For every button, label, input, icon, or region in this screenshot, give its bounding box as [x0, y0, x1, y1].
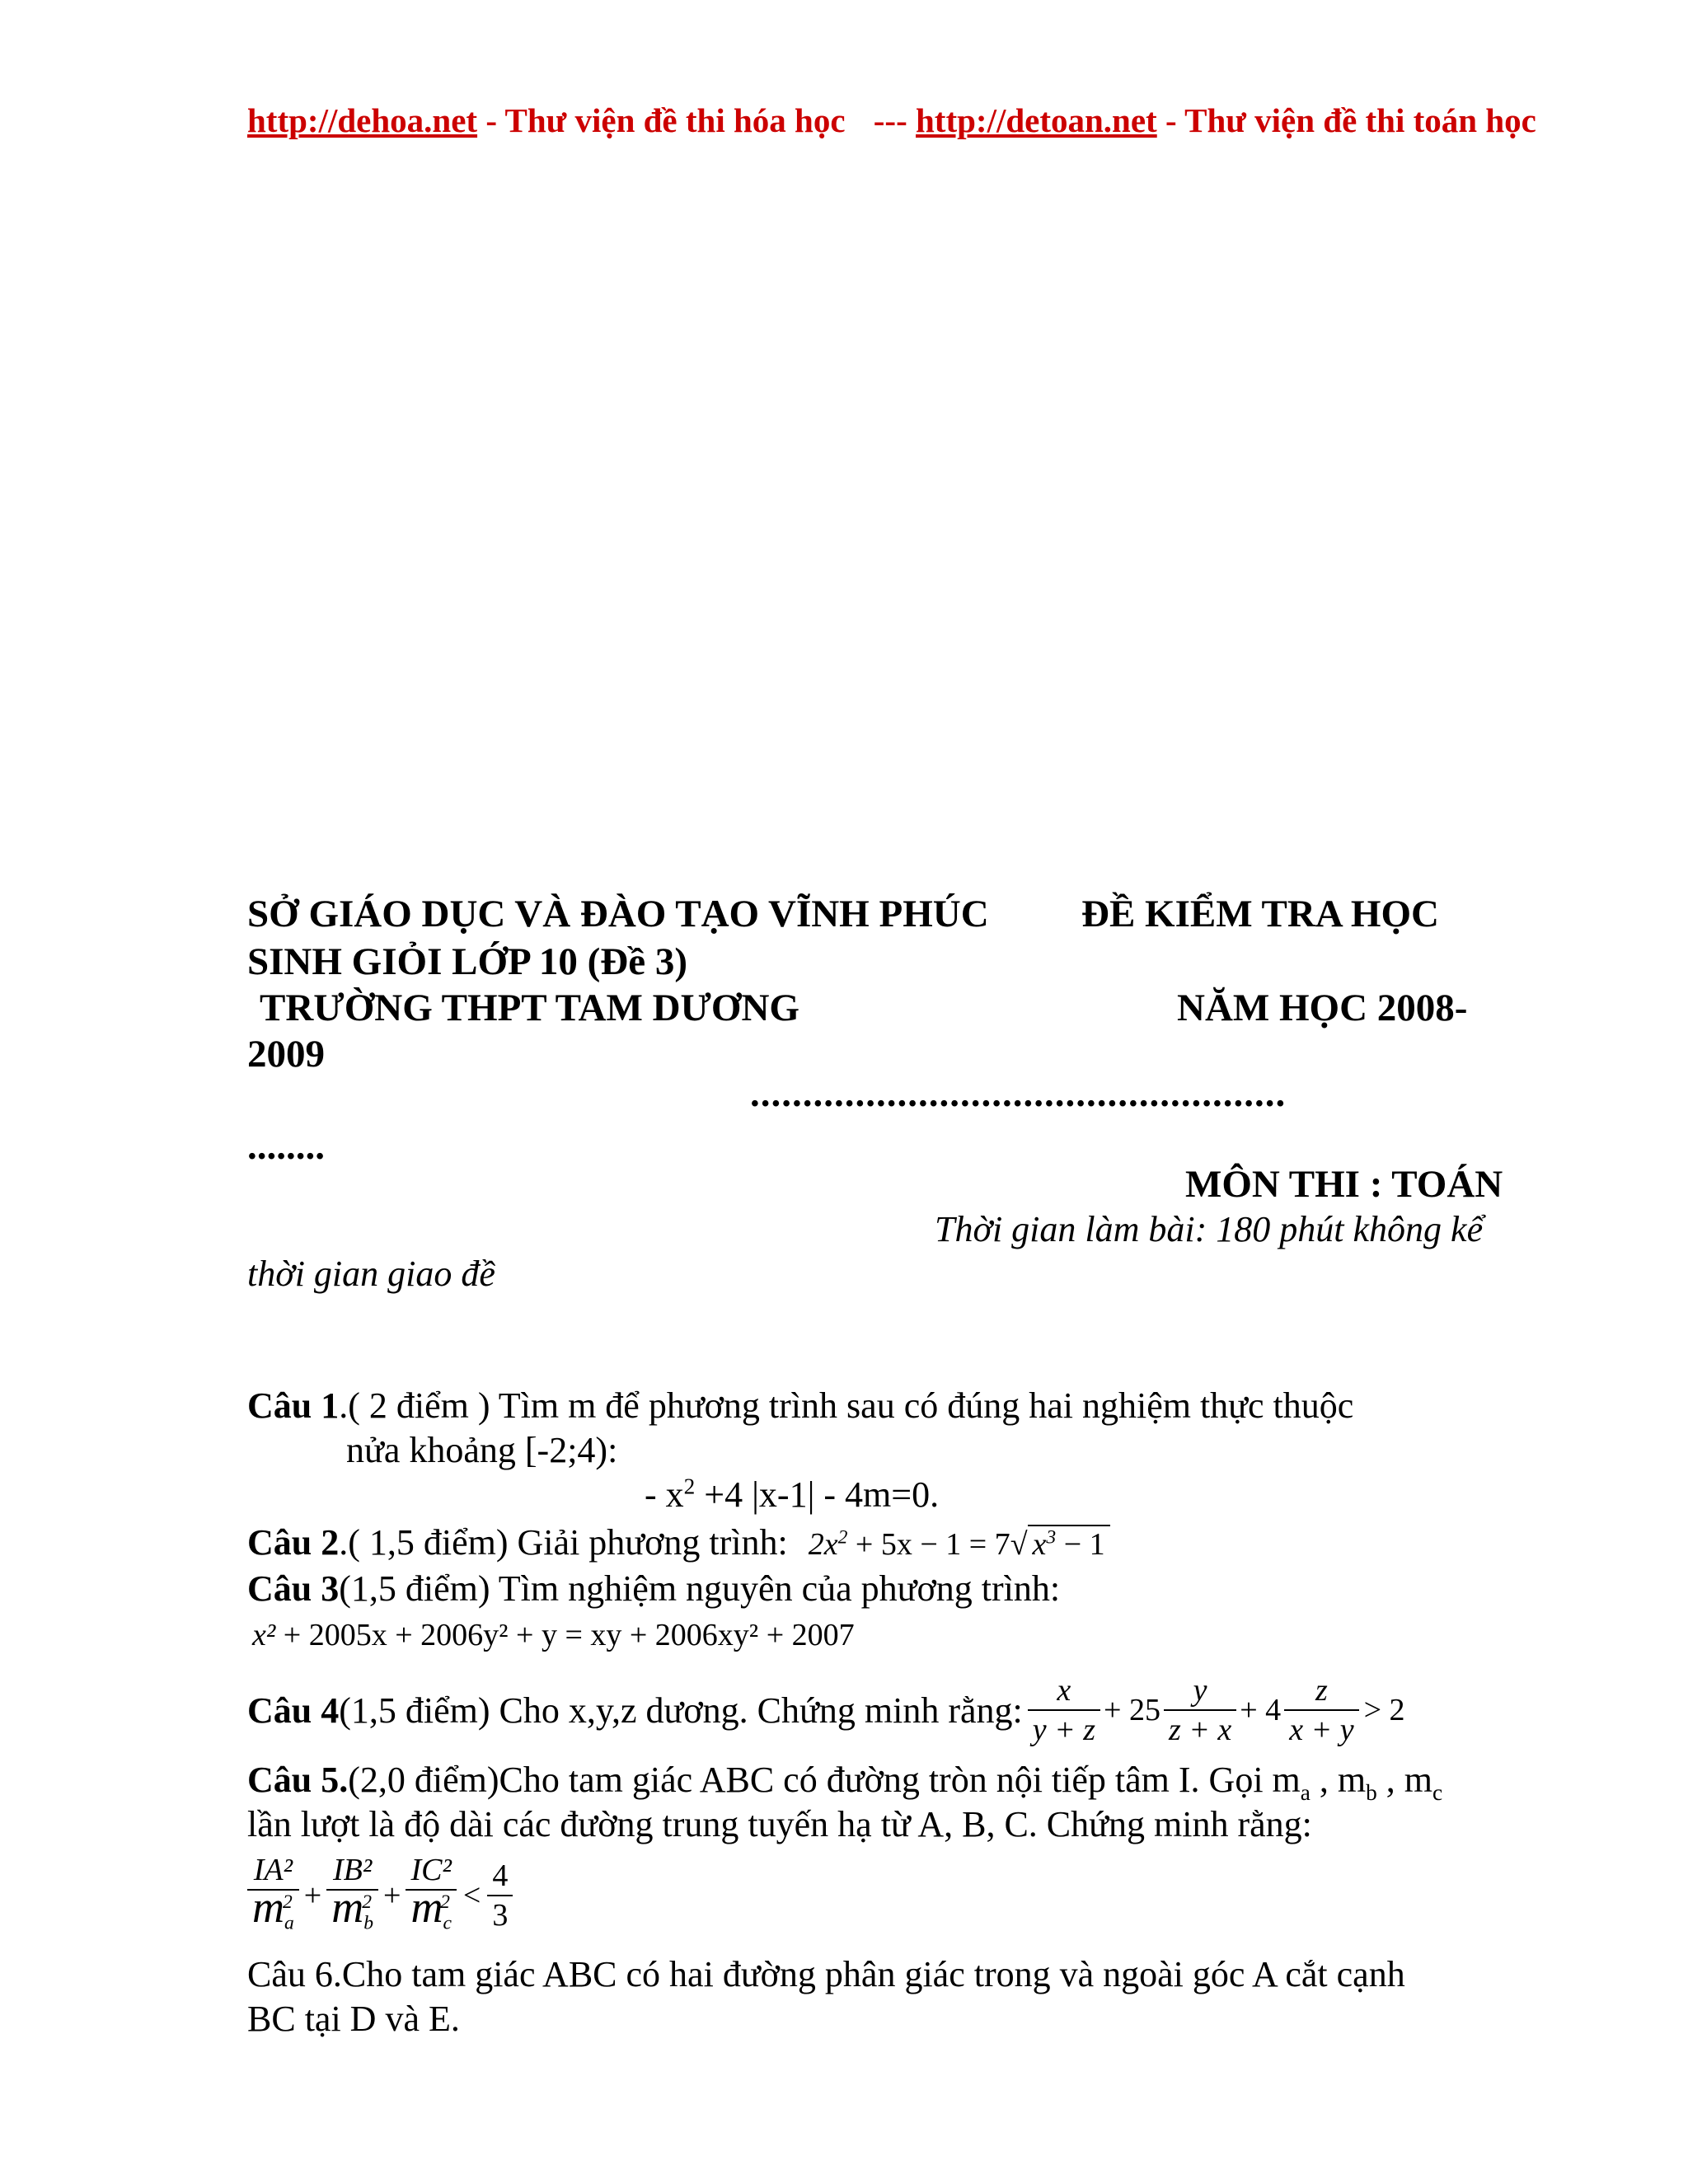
subject-title: MÔN THI : TOÁN [1185, 1163, 1503, 1206]
fraction [1164, 1671, 1236, 1749]
question-5-inequality [247, 1851, 513, 1940]
denominator: z + x [1168, 1713, 1232, 1747]
question-text: (1,5 điểm) Cho x,y,z dương. Chứng minh rằng: [339, 1690, 1023, 1731]
question-text: (2,0 điểm)Cho tam giác ABC có đường tròn nội tiếp tâm I. Gọi m [348, 1760, 1301, 1800]
eq-part: x² [252, 1618, 276, 1652]
department-title: SỞ GIÁO DỤC VÀ ĐÀO TẠO VĨNH PHÚC [247, 893, 989, 935]
question-1-equation [645, 1474, 939, 1516]
eq-exponent: 3 [1046, 1526, 1057, 1549]
question-label: Câu 4 [247, 1690, 340, 1731]
question-label: Câu 2 [247, 1522, 340, 1563]
subscript: b [363, 1912, 373, 1934]
eq-part: +4 |x-1| - 4m=0. [695, 1474, 940, 1515]
denominator [326, 1882, 378, 1940]
school-year-cont: 2009 [247, 1033, 325, 1076]
header-links [247, 101, 1536, 140]
median-m: m [252, 1882, 284, 1932]
question-label: Câu 5. [247, 1760, 349, 1800]
question-label: Câu 3 [247, 1568, 340, 1609]
question-5-cont: lần lượt là độ dài các đường trung tuyến hạ từ A, B, C. Chứng minh rằng: [247, 1804, 1312, 1844]
denominator: x + y [1289, 1713, 1354, 1747]
school-year: NĂM HỌC 2008- [1177, 987, 1468, 1029]
denominator [406, 1882, 456, 1940]
question-4-inequality [1028, 1671, 1405, 1749]
subscript: b [1366, 1779, 1377, 1805]
exam-title-cont: SINH GIỎI LỚP 10 (Đề 3) [247, 940, 688, 983]
exponent: 2 [283, 1891, 293, 1913]
dehoa-caption: - Thư viện đề thi hóa học [477, 101, 846, 139]
question-1-cont: nửa khoảng [-2;4): [346, 1430, 618, 1470]
question-6-cont: BC tại D và E. [247, 1999, 460, 2039]
question-label: Câu 1 [247, 1385, 340, 1426]
rhs: > 2 [1363, 1693, 1405, 1727]
time-note-cont: thời gian giao đề [247, 1254, 495, 1294]
numerator: IB² [326, 1851, 378, 1891]
exponent: 2 [362, 1891, 372, 1913]
less-than: < [462, 1877, 481, 1913]
detoan-caption: - Thư viện đề thi toán học [1156, 101, 1536, 139]
school-name: TRƯỜNG THPT TAM DƯƠNG [260, 987, 799, 1029]
subscript: c [443, 1912, 452, 1934]
fraction [247, 1851, 299, 1940]
question-text: , m [1376, 1760, 1432, 1800]
subscript: c [1432, 1779, 1443, 1805]
eq-part: − 1 [1056, 1527, 1105, 1562]
question-1 [247, 1385, 1353, 1427]
median-m: m [331, 1882, 364, 1932]
fraction [1284, 1671, 1358, 1749]
numerator: IC² [406, 1851, 456, 1891]
numerator: IA² [247, 1851, 299, 1891]
detoan-link[interactable]: http://detoan.net [916, 101, 1157, 139]
question-4 [247, 1671, 1405, 1749]
denominator: y + z [1032, 1713, 1096, 1747]
sqrt-radicand [1028, 1525, 1110, 1563]
question-text: (1,5 điểm) Tìm nghiệm nguyên của phương trình: [339, 1568, 1061, 1609]
eq-part: + 2005x + 2006y² + y = xy + 2006xy² + 2007 [283, 1618, 855, 1652]
numerator: 4 [487, 1857, 513, 1896]
question-text: .( 1,5 điểm) Giải phương trình: [339, 1522, 788, 1563]
eq-part: + 5x − 1 = 7 [847, 1527, 1010, 1562]
exam-title: ĐỀ KIỂM TRA HỌC [1081, 893, 1439, 935]
exponent: 2 [440, 1891, 450, 1913]
fraction [326, 1851, 378, 1940]
dehoa-link[interactable]: http://dehoa.net [247, 101, 478, 139]
numerator: y [1164, 1671, 1236, 1711]
plus: + [383, 1877, 401, 1913]
dotted-rule-short: ........ [247, 1125, 325, 1168]
eq-part: 2x [808, 1527, 838, 1562]
eq-part: x [1032, 1527, 1047, 1562]
question-text: , m [1310, 1760, 1367, 1800]
fraction [487, 1857, 513, 1934]
subscript: a [284, 1912, 294, 1934]
coefficient: + 25 [1104, 1693, 1160, 1727]
question-3 [247, 1568, 1060, 1610]
numerator: z [1284, 1671, 1358, 1711]
question-6: Câu 6.Cho tam giác ABC có hai đường phân giác trong và ngoài góc A cắt cạnh [247, 1954, 1405, 1994]
plus: + [303, 1877, 322, 1913]
question-2 [247, 1521, 1110, 1563]
question-text: .( 2 điểm ) Tìm m để phương trình sau có đúng hai nghiệm thực thuộc [339, 1385, 1354, 1426]
subscript: a [1300, 1779, 1311, 1805]
median-m: m [410, 1882, 443, 1932]
question-5 [247, 1759, 1442, 1806]
eq-exponent: 2 [837, 1526, 848, 1549]
fraction [1028, 1671, 1100, 1749]
numerator: x [1028, 1671, 1100, 1711]
denominator: 3 [492, 1897, 509, 1933]
question-2-equation [809, 1527, 1110, 1562]
eq-part: - x [645, 1474, 684, 1515]
header-separator: --- [873, 101, 907, 139]
denominator [247, 1882, 299, 1940]
question-3-equation [252, 1617, 855, 1653]
time-note: Thời gian làm bài: 180 phút không kể [935, 1209, 1484, 1249]
dotted-rule: ................................................... [750, 1072, 1287, 1115]
coefficient: + 4 [1240, 1693, 1282, 1727]
eq-exponent: 2 [683, 1474, 696, 1499]
sqrt-sign: √ [1010, 1527, 1028, 1562]
fraction [406, 1851, 456, 1940]
